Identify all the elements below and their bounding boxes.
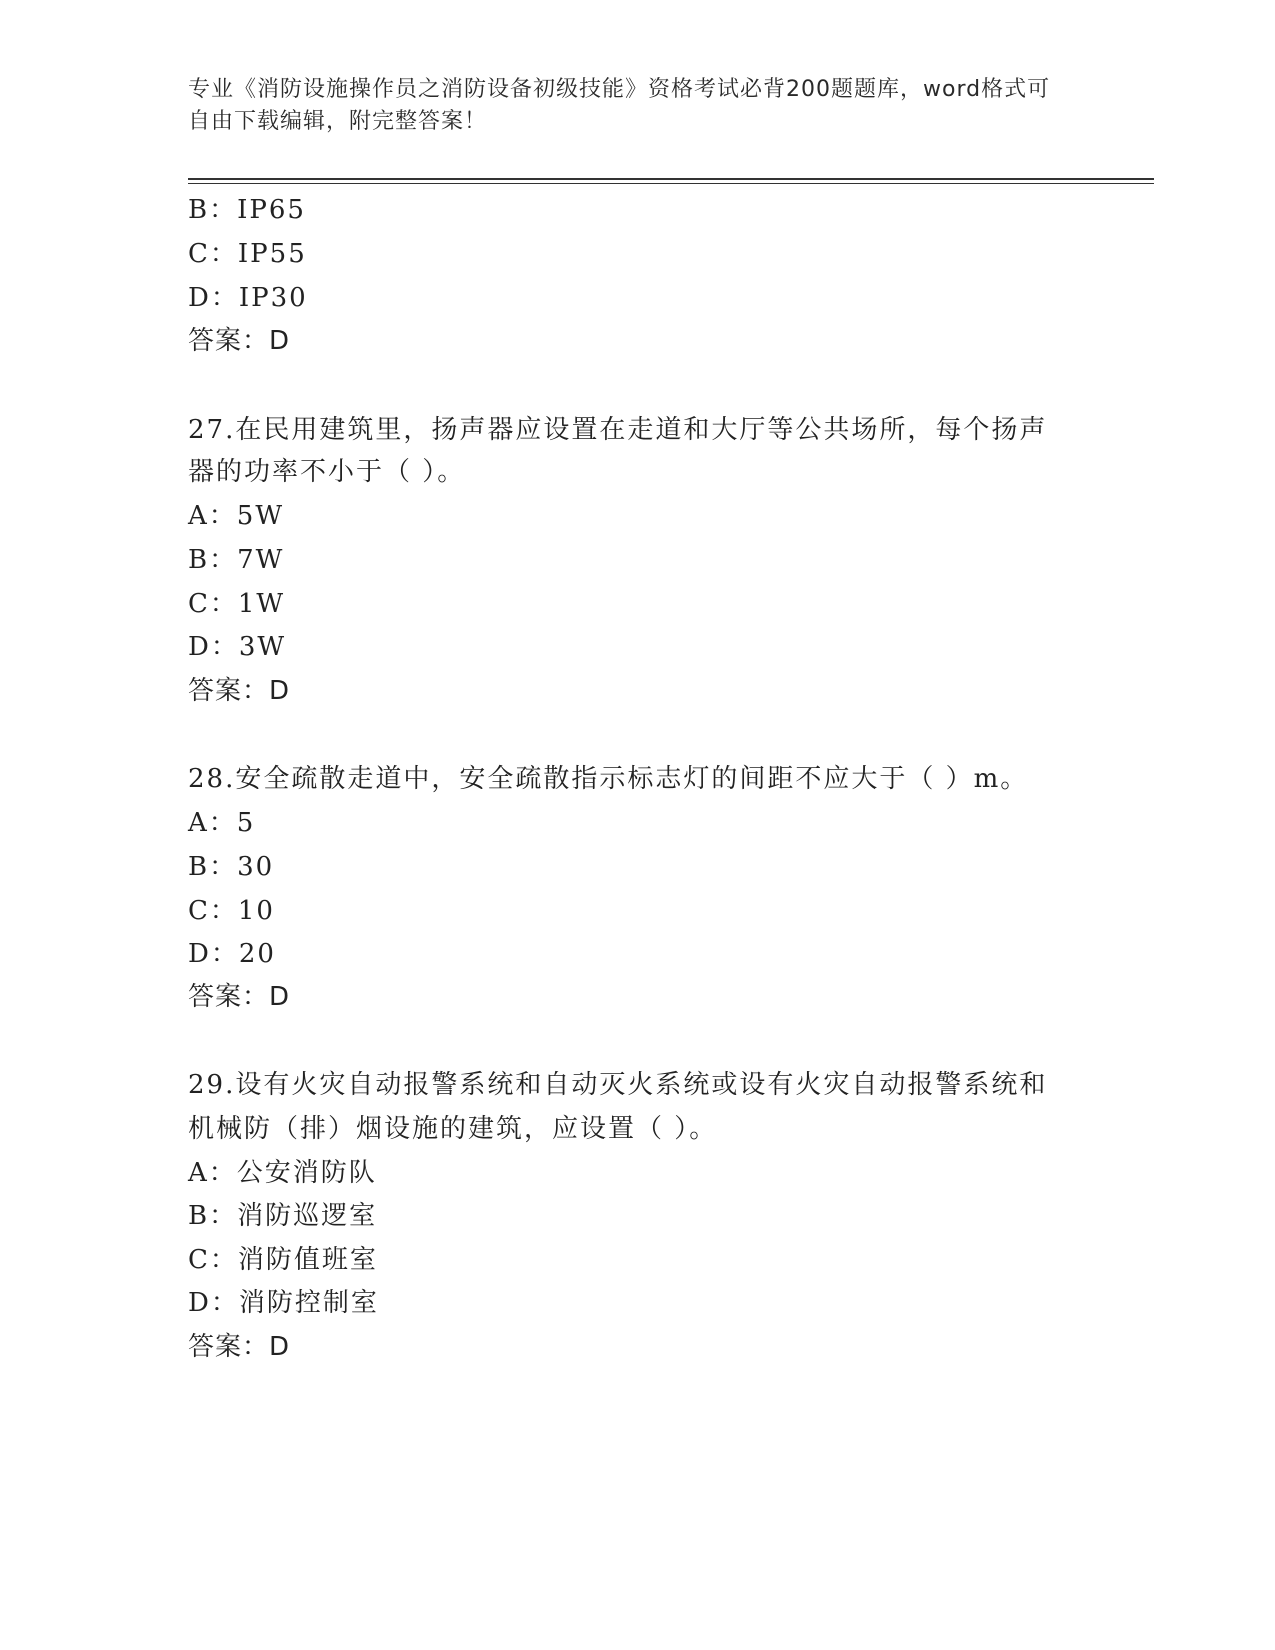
header-divider-thick: [188, 178, 1154, 180]
q29-option-d: D：消防控制室: [188, 1288, 379, 1318]
q27-stem-line-1: 27.在民用建筑里，扬声器应设置在走道和大厅等公共场所，每个扬声: [188, 415, 1048, 445]
q26-option-d: D：IP30: [188, 283, 308, 313]
q26-answer: 答案：D: [188, 326, 291, 356]
q26-option-c: C：IP55: [188, 239, 307, 269]
q28-option-c: C：10: [188, 896, 275, 926]
q27-stem-line-2: 器的功率不小于（ ）。: [188, 457, 466, 487]
q28-option-d: D：20: [188, 939, 276, 969]
q27-option-c: C：1W: [188, 589, 286, 619]
header-divider-thin: [188, 183, 1154, 184]
q26-option-b: B：IP65: [188, 195, 306, 225]
q29-option-c: C：消防值班室: [188, 1245, 378, 1275]
q29-option-b: B：消防巡逻室: [188, 1201, 378, 1231]
q28-option-b: B：30: [188, 852, 275, 882]
q28-option-a: A：5: [188, 808, 256, 838]
q28-answer: 答案：D: [188, 982, 291, 1012]
q29-stem-line-1: 29.设有火灾自动报警系统和自动灭火系统或设有火灾自动报警系统和: [188, 1070, 1048, 1100]
q27-option-b: B：7W: [188, 545, 285, 575]
q29-stem-line-2: 机械防（排）烟设施的建筑，应设置（ ）。: [188, 1114, 718, 1144]
q27-option-a: A：5W: [188, 501, 285, 531]
q29-option-a: A：公安消防队: [188, 1158, 377, 1188]
q27-option-d: D：3W: [188, 632, 287, 662]
q27-answer: 答案：D: [188, 676, 291, 706]
q29-answer: 答案：D: [188, 1332, 291, 1362]
q28-stem-line-1: 28.安全疏散走道中，安全疏散指示标志灯的间距不应大于（ ）m。: [188, 764, 1029, 794]
document-header-title: 专业《消防设施操作员之消防设备初级技能》资格考试必背200题题库，word格式可自由下载编辑，附完整答案！: [188, 77, 1051, 134]
